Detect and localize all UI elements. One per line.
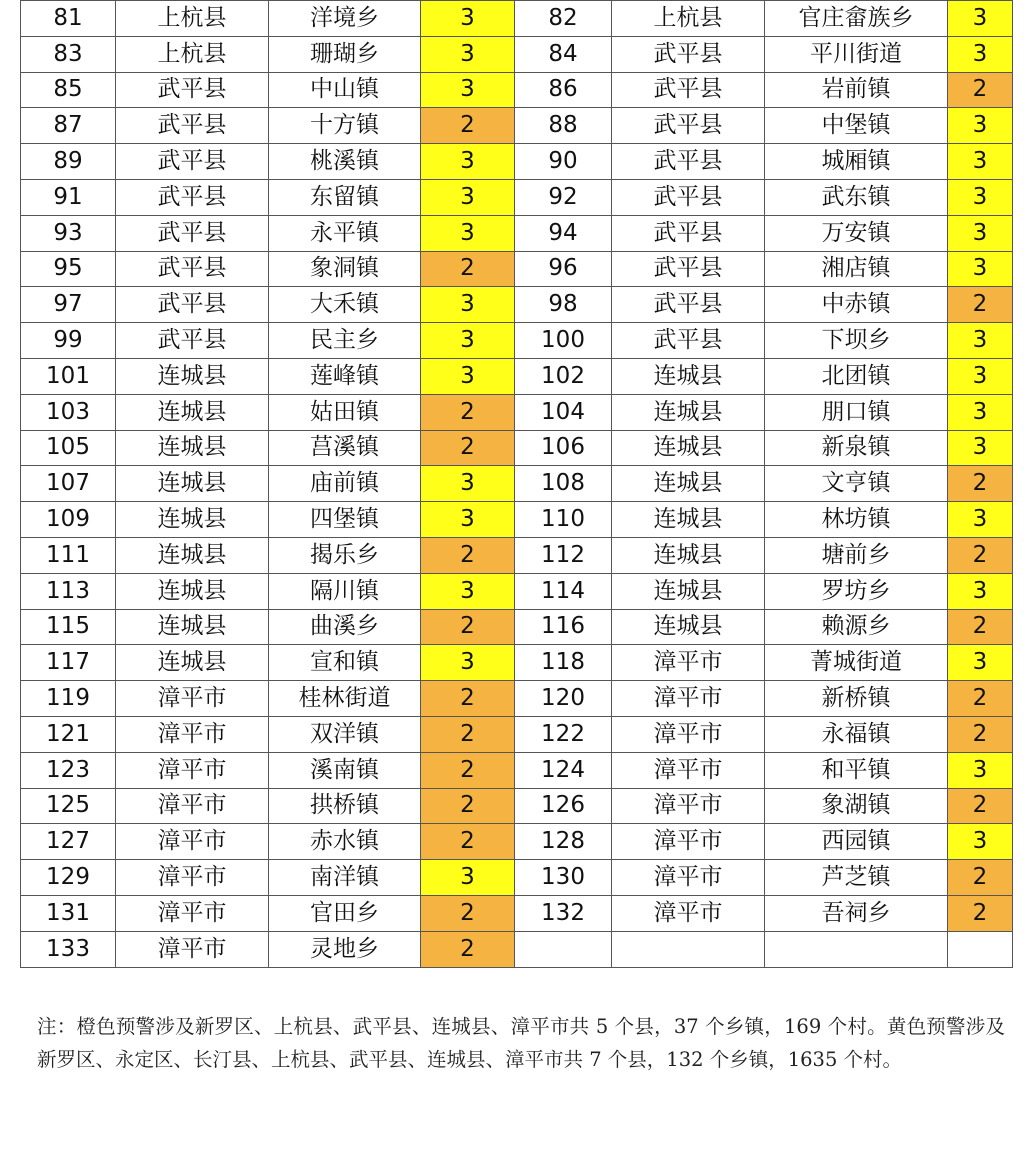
row-number-cell: 105 [21,430,116,466]
table-row [21,681,1013,717]
county-cell: 武平县 [116,323,269,359]
row-number-cell: 118 [515,645,612,681]
township-cell: 曲溪乡 [269,609,421,645]
row-number-cell: 91 [21,179,116,215]
row-number-cell: 109 [21,502,116,538]
row-number-cell: 114 [515,573,612,609]
township-cell: 城厢镇 [765,144,948,180]
township-cell: 民主乡 [269,323,421,359]
township-cell: 双洋镇 [269,716,421,752]
row-number-cell: 103 [21,394,116,430]
township-cell: 南洋镇 [269,860,421,896]
township-cell: 新泉镇 [765,430,948,466]
county-cell: 连城县 [116,430,269,466]
township-cell: 赖源乡 [765,609,948,645]
warning-level-cell: 3 [948,430,1013,466]
township-cell: 莒溪镇 [269,430,421,466]
county-cell: 漳平市 [612,645,765,681]
table-row [21,144,1013,180]
county-cell: 漳平市 [612,788,765,824]
warning-level-cell: 3 [421,502,515,538]
county-cell: 漳平市 [116,824,269,860]
row-number-cell: 100 [515,323,612,359]
table-row [21,931,1013,967]
township-cell: 洋境乡 [269,1,421,37]
row-number-cell: 120 [515,681,612,717]
warning-level-cell: 3 [421,645,515,681]
county-cell: 漳平市 [612,716,765,752]
table-row [21,323,1013,359]
row-number-cell: 108 [515,466,612,502]
county-cell: 武平县 [612,179,765,215]
row-number-cell: 86 [515,72,612,108]
warning-level-cell: 3 [421,1,515,37]
county-cell: 武平县 [116,287,269,323]
warning-level-cell: 2 [948,609,1013,645]
township-cell: 文亨镇 [765,466,948,502]
township-cell: 万安镇 [765,215,948,251]
row-number-cell: 130 [515,860,612,896]
warning-level-cell: 3 [948,502,1013,538]
row-number-cell: 96 [515,251,612,287]
row-number-cell: 97 [21,287,116,323]
row-number-cell: 104 [515,394,612,430]
warning-level-cell: 3 [421,287,515,323]
county-cell: 连城县 [116,645,269,681]
township-cell: 姑田镇 [269,394,421,430]
county-cell: 上杭县 [116,36,269,72]
warning-level-cell: 2 [421,752,515,788]
warning-level-cell: 3 [948,573,1013,609]
row-number-cell: 117 [21,645,116,681]
row-number-cell: 129 [21,860,116,896]
county-cell: 漳平市 [612,681,765,717]
warning-level-cell: 3 [421,36,515,72]
warning-level-cell: 3 [948,36,1013,72]
row-number-cell: 111 [21,537,116,573]
row-number-cell: 112 [515,537,612,573]
row-number-cell: 132 [515,895,612,931]
warning-level-cell: 3 [421,323,515,359]
county-cell: 连城县 [116,394,269,430]
county-cell: 漳平市 [612,895,765,931]
county-cell: 武平县 [612,323,765,359]
county-cell: 武平县 [612,72,765,108]
county-cell: 上杭县 [116,1,269,37]
county-cell: 武平县 [612,251,765,287]
row-number-cell: 84 [515,36,612,72]
township-cell: 赤水镇 [269,824,421,860]
township-cell: 官庄畲族乡 [765,1,948,37]
table-row [21,752,1013,788]
county-cell: 武平县 [612,144,765,180]
warning-level-cell: 2 [948,788,1013,824]
warning-table-body [21,1,1013,968]
warning-level-cell: 3 [948,144,1013,180]
county-cell: 连城县 [116,609,269,645]
warning-table-container [20,0,1013,968]
county-cell: 漳平市 [116,931,269,967]
township-cell: 隔川镇 [269,573,421,609]
township-cell: 十方镇 [269,108,421,144]
table-row [21,215,1013,251]
table-row [21,824,1013,860]
township-cell: 灵地乡 [269,931,421,967]
township-cell: 象湖镇 [765,788,948,824]
row-number-cell: 133 [21,931,116,967]
table-row [21,788,1013,824]
warning-level-cell: 3 [948,824,1013,860]
township-cell: 芦芝镇 [765,860,948,896]
table-row [21,573,1013,609]
county-cell: 连城县 [612,394,765,430]
row-number-cell: 119 [21,681,116,717]
county-cell: 漳平市 [116,860,269,896]
county-cell: 漳平市 [612,752,765,788]
table-row [21,287,1013,323]
warning-level-cell: 3 [948,1,1013,37]
township-cell: 东留镇 [269,179,421,215]
county-cell: 连城县 [612,430,765,466]
county-cell: 武平县 [116,179,269,215]
warning-level-cell: 2 [948,895,1013,931]
township-cell: 庙前镇 [269,466,421,502]
warning-level-cell: 3 [948,394,1013,430]
table-row [21,72,1013,108]
row-number-cell: 93 [21,215,116,251]
row-number-cell: 131 [21,895,116,931]
table-row [21,36,1013,72]
township-cell: 北团镇 [765,358,948,394]
table-footnote: 注：橙色预警涉及新罗区、上杭县、武平县、连城县、漳平市共 5 个县，37 个乡镇，169 个村。黄色预警涉及新罗区、永定区、长汀县、上杭县、武平县、连城县、漳平市共 7 个县，132 个乡镇，1635 个村。 [37,1014,1005,1071]
county-cell: 漳平市 [116,681,269,717]
township-cell: 象洞镇 [269,251,421,287]
county-cell [612,931,765,967]
warning-level-cell: 2 [421,716,515,752]
county-cell: 漳平市 [116,752,269,788]
table-row [21,430,1013,466]
county-cell: 连城县 [116,537,269,573]
warning-level-cell: 3 [421,573,515,609]
warning-level-cell: 3 [948,752,1013,788]
row-number-cell: 90 [515,144,612,180]
warning-level-cell: 3 [948,358,1013,394]
row-number-cell: 115 [21,609,116,645]
county-cell: 连城县 [116,466,269,502]
township-cell: 珊瑚乡 [269,36,421,72]
township-cell: 和平镇 [765,752,948,788]
township-cell: 拱桥镇 [269,788,421,824]
row-number-cell: 85 [21,72,116,108]
township-cell: 中山镇 [269,72,421,108]
table-row [21,609,1013,645]
warning-level-cell: 3 [948,645,1013,681]
warning-level-cell: 3 [421,466,515,502]
county-cell: 连城县 [612,358,765,394]
county-cell: 武平县 [116,251,269,287]
table-row [21,502,1013,538]
table-row [21,1,1013,37]
township-cell: 四堡镇 [269,502,421,538]
warning-level-cell: 2 [421,931,515,967]
row-number-cell: 126 [515,788,612,824]
row-number-cell: 82 [515,1,612,37]
county-cell: 漳平市 [116,788,269,824]
row-number-cell: 83 [21,36,116,72]
township-cell: 下坝乡 [765,323,948,359]
county-cell: 武平县 [612,36,765,72]
warning-level-cell: 3 [421,860,515,896]
table-row [21,179,1013,215]
warning-level-cell [948,931,1013,967]
township-cell: 罗坊乡 [765,573,948,609]
county-cell: 漳平市 [612,860,765,896]
warning-level-cell: 2 [421,788,515,824]
row-number-cell: 101 [21,358,116,394]
township-cell: 溪南镇 [269,752,421,788]
township-cell: 湘店镇 [765,251,948,287]
county-cell: 漳平市 [612,824,765,860]
row-number-cell: 92 [515,179,612,215]
county-cell: 漳平市 [116,716,269,752]
row-number-cell: 106 [515,430,612,466]
township-cell: 永福镇 [765,716,948,752]
row-number-cell: 125 [21,788,116,824]
table-row [21,394,1013,430]
warning-level-cell: 2 [421,609,515,645]
township-cell: 武东镇 [765,179,948,215]
warning-level-cell: 3 [421,72,515,108]
township-cell: 西园镇 [765,824,948,860]
row-number-cell: 121 [21,716,116,752]
row-number-cell: 116 [515,609,612,645]
county-cell: 上杭县 [612,1,765,37]
warning-level-cell: 2 [948,860,1013,896]
township-cell: 官田乡 [269,895,421,931]
row-number-cell: 110 [515,502,612,538]
county-cell: 武平县 [612,108,765,144]
township-cell: 平川街道 [765,36,948,72]
warning-level-cell: 2 [421,681,515,717]
county-cell: 连城县 [116,502,269,538]
township-cell: 桂林街道 [269,681,421,717]
warning-level-cell: 2 [421,430,515,466]
row-number-cell: 98 [515,287,612,323]
warning-level-cell: 3 [421,144,515,180]
warning-level-cell: 3 [948,323,1013,359]
county-cell: 武平县 [116,144,269,180]
warning-level-cell: 2 [948,681,1013,717]
row-number-cell: 99 [21,323,116,359]
county-cell: 武平县 [116,72,269,108]
row-number-cell: 123 [21,752,116,788]
table-row [21,108,1013,144]
row-number-cell: 94 [515,215,612,251]
row-number-cell: 102 [515,358,612,394]
row-number-cell: 89 [21,144,116,180]
warning-level-cell: 3 [948,251,1013,287]
warning-level-cell: 3 [421,358,515,394]
warning-level-cell: 2 [421,251,515,287]
row-number-cell: 127 [21,824,116,860]
township-cell: 中堡镇 [765,108,948,144]
row-number-cell: 88 [515,108,612,144]
county-cell: 连城县 [612,573,765,609]
township-cell: 菁城街道 [765,645,948,681]
table-row [21,466,1013,502]
township-cell: 桃溪镇 [269,144,421,180]
county-cell: 连城县 [612,609,765,645]
township-cell: 林坊镇 [765,502,948,538]
township-cell [765,931,948,967]
township-cell: 岩前镇 [765,72,948,108]
row-number-cell: 87 [21,108,116,144]
county-cell: 连城县 [612,466,765,502]
warning-level-cell: 2 [421,824,515,860]
township-cell: 吾祠乡 [765,895,948,931]
table-row [21,860,1013,896]
township-cell: 宣和镇 [269,645,421,681]
township-cell: 揭乐乡 [269,537,421,573]
warning-level-cell: 3 [948,179,1013,215]
warning-level-cell: 2 [948,287,1013,323]
row-number-cell: 107 [21,466,116,502]
warning-level-cell: 3 [948,215,1013,251]
warning-level-cell: 2 [948,466,1013,502]
warning-level-cell: 2 [421,537,515,573]
township-cell: 大禾镇 [269,287,421,323]
warning-level-cell: 3 [421,215,515,251]
county-cell: 武平县 [116,108,269,144]
warning-level-cell: 3 [421,179,515,215]
warning-level-cell: 2 [421,895,515,931]
table-row [21,895,1013,931]
warning-level-cell: 2 [948,716,1013,752]
county-cell: 漳平市 [116,895,269,931]
warning-level-cell: 2 [948,537,1013,573]
county-cell: 连城县 [612,537,765,573]
township-cell: 莲峰镇 [269,358,421,394]
warning-table [20,0,1013,968]
county-cell: 连城县 [116,358,269,394]
township-cell: 中赤镇 [765,287,948,323]
row-number-cell: 122 [515,716,612,752]
row-number-cell: 113 [21,573,116,609]
township-cell: 朋口镇 [765,394,948,430]
table-row [21,358,1013,394]
township-cell: 新桥镇 [765,681,948,717]
warning-level-cell: 2 [421,108,515,144]
county-cell: 武平县 [116,215,269,251]
row-number-cell [515,931,612,967]
county-cell: 武平县 [612,287,765,323]
township-cell: 永平镇 [269,215,421,251]
warning-level-cell: 2 [948,72,1013,108]
table-row [21,251,1013,287]
township-cell: 塘前乡 [765,537,948,573]
row-number-cell: 95 [21,251,116,287]
county-cell: 连城县 [612,502,765,538]
row-number-cell: 128 [515,824,612,860]
table-row [21,716,1013,752]
warning-level-cell: 3 [948,108,1013,144]
table-row [21,537,1013,573]
county-cell: 武平县 [612,215,765,251]
county-cell: 连城县 [116,573,269,609]
row-number-cell: 81 [21,1,116,37]
warning-level-cell: 2 [421,394,515,430]
row-number-cell: 124 [515,752,612,788]
table-row [21,645,1013,681]
